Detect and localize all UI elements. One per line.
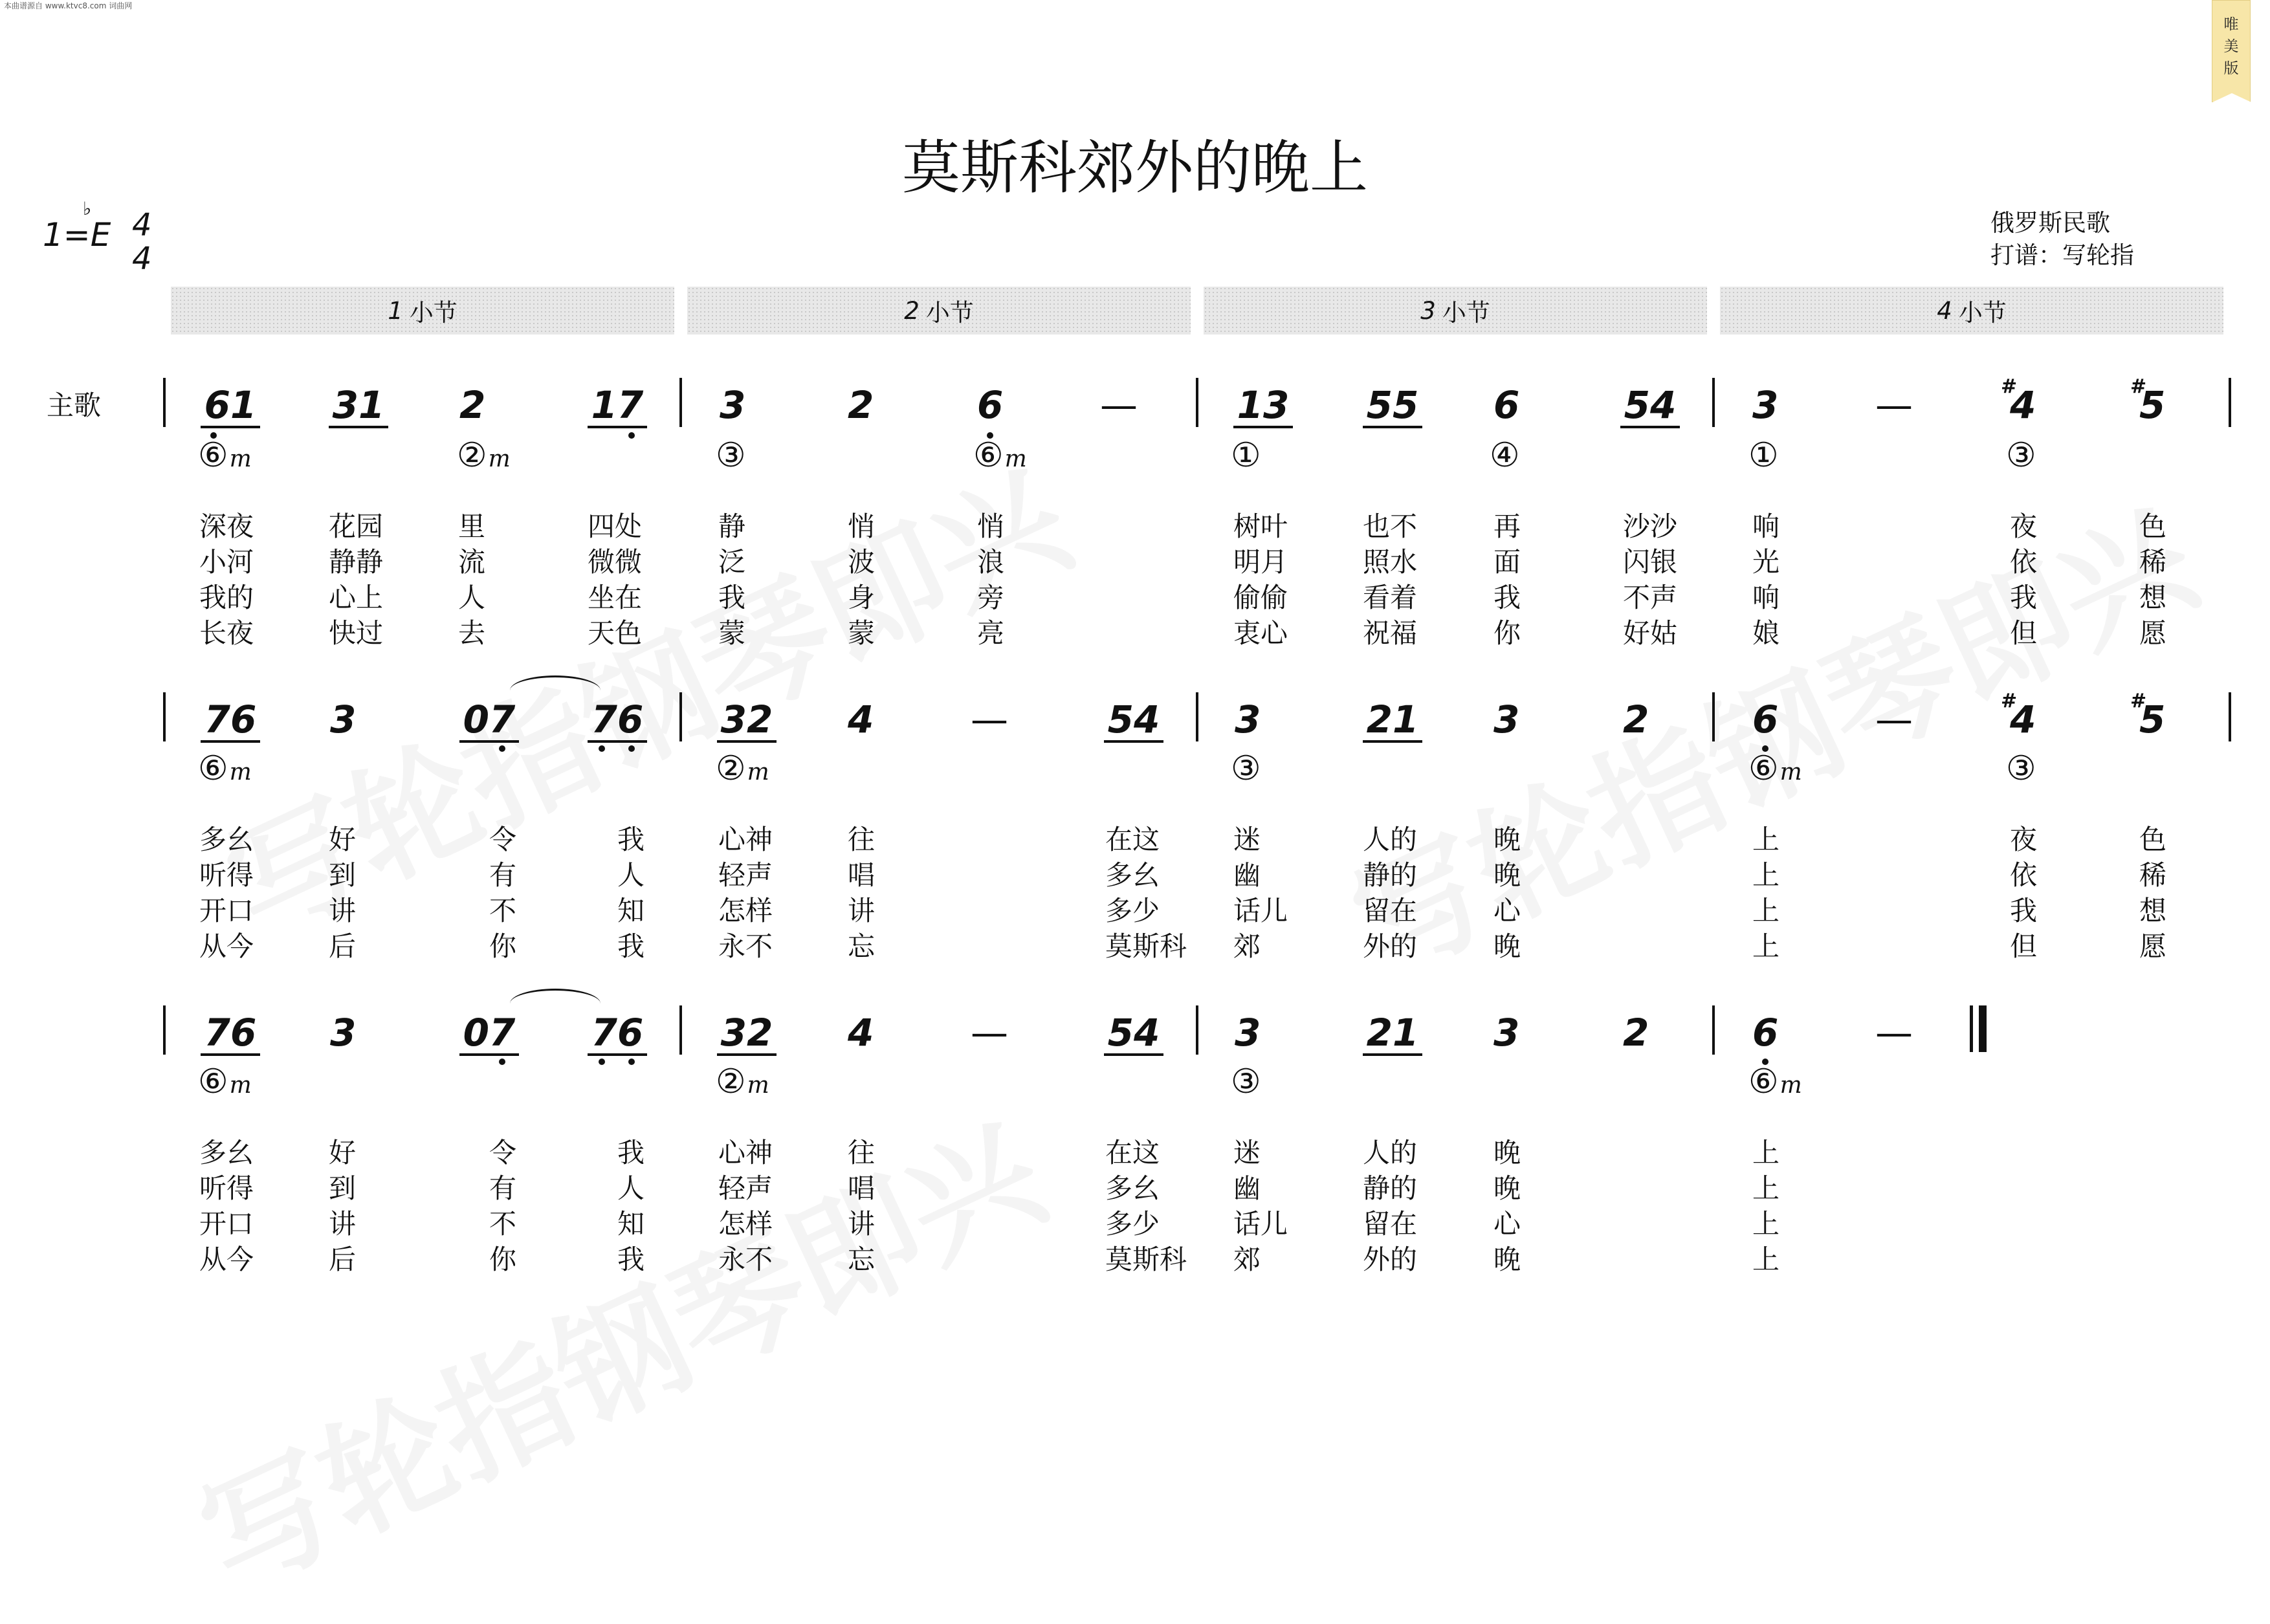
sustain-dash: — bbox=[971, 697, 1008, 741]
jianpu-note: 17 bbox=[588, 384, 647, 428]
barline bbox=[2229, 378, 2231, 427]
lyric-column: 我 人 知 我 bbox=[617, 824, 645, 962]
jianpu-note: 76 bbox=[201, 699, 260, 743]
jianpu-note: 76 bbox=[588, 1012, 647, 1056]
jianpu-note: 2 bbox=[848, 383, 874, 427]
lyric-column: 夜 依 我 但 bbox=[2010, 824, 2038, 962]
jianpu-note: 3 bbox=[330, 697, 357, 741]
sharp-icon: # bbox=[2001, 690, 2018, 712]
low-octave-dot bbox=[599, 745, 605, 752]
jianpu-note: 13 bbox=[1233, 384, 1293, 428]
lyric-column: 心神 轻声 怎样 永不 bbox=[718, 824, 773, 962]
lyric-column: 人的 静的 留在 外的 bbox=[1363, 1137, 1418, 1275]
jianpu-note: 6 bbox=[1752, 697, 1779, 741]
jianpu-note: 3 bbox=[1493, 1011, 1520, 1055]
low-octave-dot bbox=[628, 432, 635, 439]
chord-degree: ⑥m bbox=[973, 436, 1027, 475]
lyric-column: 上 上 上 上 bbox=[1752, 1137, 1780, 1275]
jianpu-note: 21 bbox=[1363, 1012, 1422, 1056]
jianpu-note: 21 bbox=[1363, 699, 1422, 743]
jianpu-note: 3 bbox=[330, 1011, 357, 1055]
jianpu-note: 4 bbox=[2010, 697, 2036, 741]
chord-degree: ⑥m bbox=[198, 749, 252, 788]
sharp-icon: # bbox=[2001, 375, 2018, 398]
lyric-column: 在这 多幺 多少 莫斯科 bbox=[1105, 1137, 1187, 1275]
lyric-column: 夜 依 我 但 bbox=[2010, 510, 2038, 649]
barline bbox=[163, 1005, 166, 1055]
sustain-dash: — bbox=[1875, 383, 1913, 427]
lyric-column: 晚 晚 心 晚 bbox=[1493, 824, 1521, 962]
chord-degree: ②m bbox=[457, 436, 511, 475]
final-barline-thin bbox=[1970, 1005, 1973, 1052]
lyric-column: 晚 晚 心 晚 bbox=[1493, 1137, 1521, 1275]
measure-label: 小节 bbox=[409, 299, 457, 327]
barline bbox=[163, 378, 166, 427]
credits bbox=[1990, 207, 2134, 272]
barline bbox=[1196, 378, 1198, 427]
measure-label: 小节 bbox=[1958, 299, 2007, 327]
chord-degree: ① bbox=[1748, 436, 1779, 475]
low-octave-dot bbox=[499, 1059, 505, 1065]
lyric-column: 上 上 上 上 bbox=[1752, 824, 1780, 962]
lyric-column: 也不 照水 看着 祝福 bbox=[1363, 510, 1418, 649]
measure-header-4 bbox=[1720, 287, 2223, 335]
jianpu-note: 32 bbox=[717, 699, 777, 743]
lyric-column: 人的 静的 留在 外的 bbox=[1363, 824, 1418, 962]
time-bottom: 4 bbox=[132, 241, 152, 277]
lyric-column: 迷 幽 话儿 郊 bbox=[1233, 824, 1288, 962]
chord-degree: ③ bbox=[2006, 436, 2036, 475]
jianpu-note: 3 bbox=[1493, 697, 1520, 741]
lyric-column: 我 人 知 我 bbox=[617, 1137, 645, 1275]
lyric-column: 心神 轻声 怎样 永不 bbox=[718, 1137, 773, 1275]
jianpu-note: 07 bbox=[459, 1012, 519, 1056]
lyric-column: 色 稀 想 愿 bbox=[2139, 510, 2167, 649]
barline bbox=[679, 1005, 682, 1055]
edition-ribbon bbox=[2212, 0, 2251, 102]
lyric-column: 好 到 讲 后 bbox=[329, 1137, 357, 1275]
measure-header-1 bbox=[171, 287, 674, 335]
lyric-column: 沙沙 闪银 不声 好姑 bbox=[1623, 510, 1678, 649]
sustain-dash: — bbox=[1875, 1011, 1913, 1055]
time-signature bbox=[132, 208, 152, 276]
jianpu-note: 31 bbox=[329, 384, 388, 428]
chord-degree: ⑥m bbox=[198, 436, 252, 475]
sharp-icon: # bbox=[2130, 690, 2147, 712]
sustain-dash: — bbox=[971, 1011, 1008, 1055]
chord-degree: ④ bbox=[1490, 436, 1520, 475]
lyric-column: 往 唱 讲 忘 bbox=[848, 824, 876, 962]
lyric-column: 静 泛 我 蒙 bbox=[718, 510, 746, 649]
jianpu-note: 6 bbox=[1493, 383, 1520, 427]
lyric-column: 令 有 不 你 bbox=[489, 1137, 517, 1275]
chord-degree: ⑥m bbox=[198, 1062, 252, 1101]
jianpu-note: 54 bbox=[1104, 699, 1163, 743]
jianpu-note: 4 bbox=[2010, 383, 2036, 427]
jianpu-note: 07 bbox=[459, 699, 519, 743]
barline bbox=[163, 692, 166, 741]
jianpu-note: 4 bbox=[848, 1011, 874, 1055]
measure-number: 4 bbox=[1937, 296, 1952, 325]
sharp-icon: # bbox=[2130, 375, 2147, 398]
jianpu-note: 2 bbox=[1623, 697, 1649, 741]
lyric-column: 响 光 响 娘 bbox=[1752, 510, 1780, 649]
barline bbox=[2229, 692, 2231, 741]
measure-label: 小节 bbox=[925, 299, 974, 327]
barline bbox=[679, 378, 682, 427]
lyric-column: 花园 静静 心上 快过 bbox=[329, 510, 384, 649]
lyric-column: 往 唱 讲 忘 bbox=[848, 1137, 876, 1275]
section-label: 主歌 bbox=[47, 390, 102, 421]
site-source-note: 本曲谱源自 www.ktvc8.com 词曲网 bbox=[4, 1, 133, 10]
jianpu-note: 3 bbox=[720, 383, 746, 427]
measure-header-2 bbox=[687, 287, 1191, 335]
low-octave-dot bbox=[599, 1059, 605, 1065]
song-title: 莫斯科郊外的晚上 bbox=[902, 134, 1368, 202]
measure-number: 2 bbox=[904, 296, 920, 325]
jianpu-note: 3 bbox=[1235, 1011, 1261, 1055]
barline bbox=[1712, 1005, 1715, 1055]
jianpu-note: 6 bbox=[1752, 1011, 1779, 1055]
jianpu-note: 2 bbox=[459, 383, 486, 427]
jianpu-note: 54 bbox=[1104, 1012, 1163, 1056]
barline bbox=[1712, 692, 1715, 741]
lyric-column: 迷 幽 话儿 郊 bbox=[1233, 1137, 1288, 1275]
lyric-column: 再 面 我 你 bbox=[1493, 510, 1521, 649]
ribbon-char: 版 bbox=[2223, 60, 2239, 77]
low-octave-dot bbox=[628, 745, 635, 752]
low-octave-dot bbox=[499, 745, 505, 752]
arranger: 打谱：写轮指 bbox=[1990, 241, 2134, 269]
lyric-column: 色 稀 想 愿 bbox=[2139, 824, 2167, 962]
lyric-column: 在这 多幺 多少 莫斯科 bbox=[1105, 824, 1187, 962]
barline bbox=[1712, 378, 1715, 427]
lyric-column: 四处 微微 坐在 天色 bbox=[588, 510, 643, 649]
barline bbox=[1196, 1005, 1198, 1055]
ribbon-char: 唯 bbox=[2223, 16, 2239, 33]
barline bbox=[1196, 692, 1198, 741]
jianpu-note: 76 bbox=[588, 699, 647, 743]
chord-degree: ⑥m bbox=[1748, 1062, 1802, 1101]
jianpu-note: 76 bbox=[201, 1012, 260, 1056]
chord-degree: ②m bbox=[716, 749, 769, 788]
jianpu-note: 2 bbox=[1623, 1011, 1649, 1055]
jianpu-note: 5 bbox=[2139, 383, 2166, 427]
measure-header-3 bbox=[1204, 287, 1707, 335]
chord-degree: ③ bbox=[1231, 749, 1261, 788]
lyric-column: 悄 浪 旁 亮 bbox=[977, 510, 1005, 649]
lyric-column: 悄 波 身 蒙 bbox=[848, 510, 876, 649]
flat-icon: ♭ bbox=[83, 198, 92, 219]
lyric-column: 令 有 不 你 bbox=[489, 824, 517, 962]
key-signature: 1=E bbox=[43, 216, 111, 254]
jianpu-note: 54 bbox=[1620, 384, 1680, 428]
chord-degree: ⑥m bbox=[1748, 749, 1802, 788]
jianpu-note: 3 bbox=[1752, 383, 1779, 427]
chord-degree: ③ bbox=[1231, 1062, 1261, 1101]
chord-degree: ③ bbox=[716, 436, 746, 475]
measure-number: 3 bbox=[1420, 296, 1436, 325]
ribbon-char: 美 bbox=[2223, 38, 2239, 55]
composer: 俄罗斯民歌 bbox=[1990, 209, 2110, 237]
sustain-dash: — bbox=[1875, 697, 1913, 741]
lyric-column: 树叶 明月 偷偷 衷心 bbox=[1233, 510, 1288, 649]
barline bbox=[679, 692, 682, 741]
final-barline-thick bbox=[1979, 1005, 1987, 1052]
jianpu-note: 55 bbox=[1363, 384, 1422, 428]
jianpu-note: 61 bbox=[201, 384, 260, 428]
lyric-column: 多幺 听得 开口 从今 bbox=[199, 824, 254, 962]
jianpu-note: 32 bbox=[717, 1012, 777, 1056]
low-octave-dot bbox=[628, 1059, 635, 1065]
jianpu-note: 5 bbox=[2139, 697, 2166, 741]
tie-slur bbox=[510, 989, 601, 1004]
jianpu-note: 3 bbox=[1235, 697, 1261, 741]
jianpu-note: 6 bbox=[977, 383, 1004, 427]
lyric-column: 深夜 小河 我的 长夜 bbox=[199, 510, 254, 649]
measure-label: 小节 bbox=[1442, 299, 1490, 327]
chord-degree: ① bbox=[1231, 436, 1261, 475]
lyric-column: 里 流 人 去 bbox=[458, 510, 486, 649]
sustain-dash: — bbox=[1100, 383, 1138, 427]
jianpu-note: 4 bbox=[848, 697, 874, 741]
chord-degree: ②m bbox=[716, 1062, 769, 1101]
lyric-column: 好 到 讲 后 bbox=[329, 824, 357, 962]
measure-number: 1 bbox=[388, 296, 403, 325]
time-top: 4 bbox=[132, 207, 152, 243]
chord-degree: ③ bbox=[2006, 749, 2036, 788]
lyric-column: 多幺 听得 开口 从今 bbox=[199, 1137, 254, 1275]
